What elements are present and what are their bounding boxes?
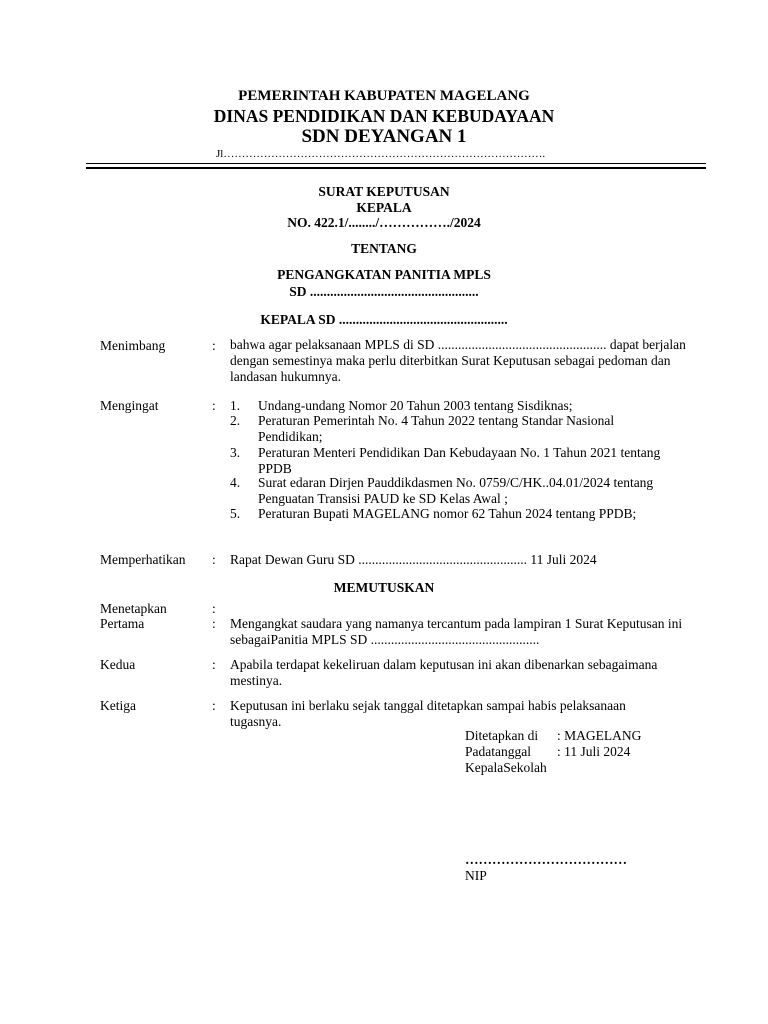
ditetapkan-label: Ditetapkan di [465,728,539,743]
kedua-colon: : [212,657,216,672]
mengingat-item-text: Peraturan Menteri Pendidikan Dan Kebudayaan No. 1 Tahun 2021 tentang PPDB [258,445,661,476]
letterhead-department: DINAS PENDIDIKAN DAN KEBUDAYAAN [213,106,555,126]
mengingat-item-text: Surat edaran Dirjen Pauddikdasmen No. 0759/C/HK..04.01/2024 tentang Penguatan Transisi PAUD ke SD Kelas Awal ; [258,475,654,506]
pertama-label: Pertama [100,616,145,631]
ketiga-label: Ketiga [100,698,136,713]
title-tentang: TENTANG [351,241,417,256]
ketiga-text: Keputusan ini berlaku sejak tanggal ditetapkan sampai habis pelaksanaan tugasnya. [230,698,626,729]
menimbang-colon: : [212,338,216,353]
mengingat-item-text: Peraturan Pemerintah No. 4 Tahun 2022 tentang Standar Nasional Pendidikan; [258,413,615,444]
jabatan: KepalaSekolah [465,760,547,775]
tanggal-value: : 11 Juli 2024 [557,744,631,759]
pertama-colon: : [212,616,216,631]
letterhead-divider-thick [86,167,706,169]
kedua-label: Kedua [100,657,136,672]
mengingat-label: Mengingat [100,398,159,413]
title-subject-school: SD .................................................. [289,284,479,299]
memperhatikan-label: Memperhatikan [100,552,186,567]
ketiga-colon: : [212,698,216,713]
letterhead-school: SDN DEYANGAN 1 [301,126,467,147]
letterhead-government: PEMERINTAH KABUPATEN MAGELANG [238,88,530,104]
menetapkan-colon: : [212,601,216,616]
mengingat-item-number: 2. [230,413,241,428]
ditetapkan-value: : MAGELANG [557,728,642,743]
mengingat-colon: : [212,398,216,413]
mengingat-item-number: 4. [230,475,241,490]
title-surat-keputusan: SURAT KEPUTUSAN [318,184,450,199]
title-subject: PENGANGKATAN PANITIA MPLS [277,267,491,282]
kedua-text: Apabila terdapat kekeliruan dalam keputusan ini akan dibenarkan sebagaimana mestinya. [230,657,658,688]
title-kepala-sd: KEPALA SD .................................................. [260,312,508,327]
mengingat-item-text: Undang-undang Nomor 20 Tahun 2003 tentang Sisdiknas; [258,398,573,413]
pertama-text: Mengangkat saudara yang namanya tercantum pada lampiran 1 Surat Keputusan ini sebagaiPanitia MPLS SD .................................................. [230,616,683,647]
letterhead-address: Jl……………………………………………………………………………. [216,148,546,160]
mengingat-item-number: 1. [230,398,241,413]
mengingat-item-text: Peraturan Bupati MAGELANG nomor 62 Tahun 2024 tentang PPDB; [258,506,637,521]
title-number: NO. 422.1/......../……………./2024 [287,215,481,230]
title-kepala: KEPALA [356,200,412,215]
mengingat-item-number: 3. [230,445,241,460]
tanggal-label: Padatanggal [465,744,531,759]
menimbang-label: Menimbang [100,338,166,353]
menetapkan-label: Menetapkan [100,601,167,616]
menimbang-text: bahwa agar pelaksanaan MPLS di SD .................................................. dapat berjalan dengan semestinya maka perlu diterbitkan Surat Keputusan sebagai pedoman dan landasan hukumnya. [230,337,686,384]
letterhead-divider-thin [86,163,706,164]
signatory-nip: NIP [465,868,487,883]
memutuskan-heading: MEMUTUSKAN [333,580,435,595]
memperhatikan-text: Rapat Dewan Guru SD .................................................. 11 Juli 2024 [230,552,597,567]
signatory-name-line: ……………………………… [465,852,627,867]
mengingat-item-number: 5. [230,506,241,521]
memperhatikan-colon: : [212,552,216,567]
